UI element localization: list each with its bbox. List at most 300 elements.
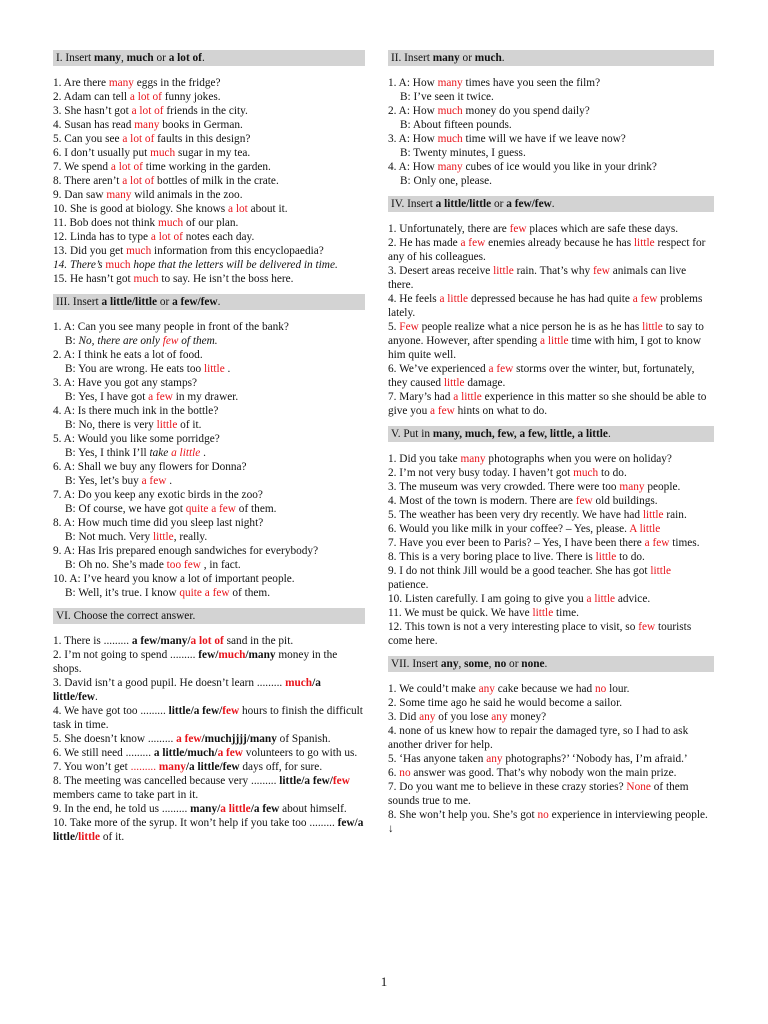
text-segment: 2. A: How xyxy=(388,105,438,117)
text-segment: , really. xyxy=(173,531,208,543)
text-segment: 5. Can you see xyxy=(53,133,123,145)
exercise-item xyxy=(388,264,714,292)
text-segment: 8. This is a very boring place to live. There is xyxy=(388,551,596,563)
exercise-item xyxy=(53,272,365,286)
exercise-item xyxy=(388,780,714,808)
exercise-item xyxy=(388,592,714,606)
answer-text: Few xyxy=(399,321,419,333)
text-segment: respect for any of his colleagues. xyxy=(388,237,706,263)
text-segment: B: Yes, I think I’ll xyxy=(65,447,150,459)
answer-text: a little xyxy=(171,447,201,459)
text-segment: VI. Choose the correct answer. xyxy=(56,610,196,622)
exercise-item xyxy=(388,174,714,188)
text-segment: sand in the pit. xyxy=(223,635,294,647)
exercise-item xyxy=(53,530,365,544)
answer-text: many xyxy=(158,761,186,773)
text-segment: 14. There’s xyxy=(53,259,106,271)
answer-text: many xyxy=(108,77,134,89)
exercise-item xyxy=(53,816,365,844)
text-segment: 3. The museum was very crowded. There were too xyxy=(388,481,620,493)
exercise-section xyxy=(53,50,365,294)
exercise-item xyxy=(53,760,365,774)
text-segment: 1. There is ......... xyxy=(53,635,132,647)
text-segment: many xyxy=(432,52,460,64)
text-segment: 6. A: Shall we buy any flowers for Donna? xyxy=(53,461,247,473)
answer-text: much xyxy=(158,217,184,229)
exercise-item xyxy=(388,362,714,390)
answer-text: a few xyxy=(644,537,670,549)
text-segment: of them sounds true to me. xyxy=(388,781,689,807)
text-segment: rain. xyxy=(663,509,687,521)
text-segment: 3. David isn’t a good pupil. He doesn’t learn ......... xyxy=(53,677,286,689)
text-segment: members came to take part in it. xyxy=(53,789,199,801)
answer-text: few xyxy=(222,705,240,717)
text-segment: enemies already because he has xyxy=(485,237,634,249)
text-segment: . xyxy=(95,691,98,703)
text-segment: few/ xyxy=(198,649,219,661)
text-segment: 7. Have you ever been to Paris? – Yes, I have been there xyxy=(388,537,645,549)
text-segment: of you lose xyxy=(435,711,492,723)
answer-text: few xyxy=(332,775,350,787)
exercise-item xyxy=(53,390,365,404)
text-segment: of them. xyxy=(178,335,218,347)
text-segment: 4. He feels xyxy=(388,293,440,305)
exercise-item xyxy=(53,732,365,746)
exercise-item xyxy=(388,536,714,550)
text-segment: photographs when you were on holiday? xyxy=(485,453,672,465)
exercise-item xyxy=(53,774,365,802)
exercise-section xyxy=(388,656,714,844)
text-segment: a few/few xyxy=(172,296,218,308)
text-segment: volunteers to go with us. xyxy=(242,747,358,759)
answer-text: a little xyxy=(453,391,482,403)
answer-text: much xyxy=(105,259,131,271)
exercise-item xyxy=(53,216,365,230)
text-segment: 1. A: How xyxy=(388,77,438,89)
exercise-item xyxy=(53,76,365,90)
text-segment: money do you spend daily? xyxy=(462,105,590,117)
answer-text: little xyxy=(532,607,554,619)
answer-text: many xyxy=(134,119,160,131)
exercise-item xyxy=(53,132,365,146)
exercise-item xyxy=(53,704,365,732)
exercise-item xyxy=(53,174,365,188)
text-segment: places which are safe these days. xyxy=(526,223,679,235)
text-segment: 6. We’ve experienced xyxy=(388,363,489,375)
exercise-item xyxy=(388,132,714,146)
text-segment: a few/few xyxy=(506,198,552,210)
text-segment: money in the shops. xyxy=(53,649,338,675)
answer-text: a few xyxy=(632,293,658,305)
exercise-item xyxy=(53,320,365,334)
text-segment: 1. Are there xyxy=(53,77,109,89)
text-segment: about himself. xyxy=(279,803,347,815)
answer-text: no xyxy=(594,683,607,695)
right-column xyxy=(388,50,714,844)
exercise-item xyxy=(53,348,365,362)
exercise-item xyxy=(53,362,365,376)
text-segment: 8. A: How much time did you sleep last night? xyxy=(53,517,264,529)
text-segment: a little/much/ xyxy=(153,747,218,759)
exercise-item xyxy=(53,572,365,586)
answer-text: little xyxy=(650,565,672,577)
text-segment: 9. I do not think Jill would be a good teacher. She has got xyxy=(388,565,651,577)
text-segment: little/a few/ xyxy=(168,705,223,717)
exercise-item xyxy=(388,160,714,174)
text-segment: a little/little xyxy=(435,198,492,210)
text-segment: tourists come here. xyxy=(388,621,692,647)
text-segment: 8. She won’t help you. She’s got xyxy=(388,809,538,821)
text-segment: B: Yes, I have got xyxy=(65,391,149,403)
exercise-item xyxy=(388,508,714,522)
text-segment: friends in the city. xyxy=(163,105,248,117)
exercise-item xyxy=(388,710,714,724)
exercise-item xyxy=(388,752,714,766)
text-segment: much xyxy=(474,52,502,64)
answer-text: no xyxy=(399,767,411,779)
text-segment: . xyxy=(166,475,173,487)
text-segment: 11. We must be quick. We have xyxy=(388,607,533,619)
text-segment: 4. A: How xyxy=(388,161,438,173)
exercise-item xyxy=(53,648,365,676)
text-segment: people realize what a nice person he is as he has xyxy=(418,321,643,333)
exercise-header xyxy=(388,196,714,212)
exercise-item xyxy=(388,620,714,648)
text-segment: 7. Do you want me to believe in these crazy stories? xyxy=(388,781,627,793)
text-segment: 5. A: Would you like some porridge? xyxy=(53,433,220,445)
answer-text: any xyxy=(491,711,508,723)
text-segment: much xyxy=(126,52,154,64)
exercise-item xyxy=(388,222,714,236)
exercise-item xyxy=(388,452,714,466)
exercise-item xyxy=(53,474,365,488)
text-segment: /a little/few xyxy=(185,761,240,773)
answer-text: a lot xyxy=(228,203,248,215)
exercise-item xyxy=(53,188,365,202)
text-segment: sugar in my tea. xyxy=(175,147,251,159)
exercise-item xyxy=(388,724,714,752)
text-segment: or xyxy=(153,52,169,64)
answer-text: a lot of xyxy=(110,161,146,173)
exercise-item xyxy=(53,418,365,432)
exercise-item xyxy=(388,390,714,418)
text-segment: any xyxy=(440,658,459,670)
text-segment: VII. Insert xyxy=(391,658,441,670)
exercise-item xyxy=(53,802,365,816)
text-segment: 6. xyxy=(388,767,400,779)
text-segment: times. xyxy=(669,537,700,549)
exercise-item xyxy=(53,244,365,258)
exercise-item xyxy=(53,118,365,132)
answer-text: many xyxy=(437,161,463,173)
text-segment: /a few xyxy=(250,803,280,815)
exercise-item xyxy=(388,320,714,362)
exercise-item xyxy=(53,258,365,272)
left-column xyxy=(53,50,365,852)
exercise-item xyxy=(53,90,365,104)
text-segment: 8. The meeting was cancelled because very ......... xyxy=(53,775,280,787)
text-segment: , xyxy=(120,52,127,64)
text-segment: books in German. xyxy=(159,119,243,131)
answer-text: much xyxy=(437,133,463,145)
text-segment: many xyxy=(93,52,121,64)
text-segment: 6. I don’t usually put xyxy=(53,147,151,159)
text-segment: 10. A: I’ve heard you know a lot of important people. xyxy=(53,573,295,585)
exercise-item xyxy=(53,746,365,760)
exercise-item xyxy=(388,76,714,90)
answer-text: a few xyxy=(148,391,173,403)
exercise-section xyxy=(388,426,714,656)
text-segment: 7. A: Do you keep any exotic birds in the zoo? xyxy=(53,489,263,501)
text-segment: B: Twenty minutes, I guess. xyxy=(400,147,526,159)
exercise-item xyxy=(53,460,365,474)
text-segment: 9. In the end, he told us ......... xyxy=(53,803,191,815)
exercise-item xyxy=(53,230,365,244)
exercise-item xyxy=(53,160,365,174)
text-segment: B: No, there is very xyxy=(65,419,157,431)
text-segment: . xyxy=(224,363,231,375)
text-segment: 3. Did xyxy=(388,711,420,723)
text-segment: time working in the garden. xyxy=(145,161,271,173)
text-segment: bottles of milk in the crate. xyxy=(154,175,279,187)
text-segment: damage. xyxy=(464,377,506,389)
text-segment: 4. none of us knew how to repair the damaged tyre, so I had to ask another driver for help. xyxy=(388,725,689,751)
answer-text: few xyxy=(592,265,610,277)
exercise-section xyxy=(53,294,365,608)
answer-text: a lot of xyxy=(150,231,183,243)
text-segment: to do. xyxy=(598,467,627,479)
text-segment: or xyxy=(506,658,522,670)
text-segment: of our plan. xyxy=(183,217,239,229)
answer-text: a few xyxy=(217,747,243,759)
text-segment: 1. A: Can you see many people in front of the bank? xyxy=(53,321,289,333)
text-segment: take xyxy=(149,447,172,459)
text-segment: 7. You won’t get xyxy=(53,761,131,773)
text-segment: 10. She is good at biology. She knows xyxy=(53,203,228,215)
text-segment: . xyxy=(200,447,206,459)
text-segment: B: I’ve seen it twice. xyxy=(400,91,494,103)
exercise-item xyxy=(53,432,365,446)
text-segment: . xyxy=(501,52,505,64)
text-segment: information from this encyclopaedia? xyxy=(151,245,324,257)
text-segment: to do. xyxy=(616,551,645,563)
text-segment: or xyxy=(157,296,173,308)
answer-text: few xyxy=(575,495,593,507)
text-segment: little/a few/ xyxy=(279,775,333,787)
text-segment: 5. She doesn’t know ......... xyxy=(53,733,177,745)
text-segment: B: Oh no. She’s made xyxy=(65,559,167,571)
text-segment: V. Put in xyxy=(391,428,433,440)
text-segment: 9. A: Has Iris prepared enough sandwiches for everybody? xyxy=(53,545,319,557)
answer-text: None xyxy=(626,781,651,793)
text-segment: photographs?’ ‘Nobody has, I’m afraid.’ xyxy=(502,753,688,765)
answer-text: a little xyxy=(220,803,251,815)
text-segment: II. Insert xyxy=(391,52,433,64)
exercise-item xyxy=(53,104,365,118)
exercise-item xyxy=(388,766,714,780)
exercise-item xyxy=(388,466,714,480)
answer-text: a few xyxy=(176,733,202,745)
text-segment: . xyxy=(201,52,205,64)
text-segment: storms over the winter, but, fortunately, they caused xyxy=(388,363,695,389)
text-segment: B: You are wrong. He eats too xyxy=(65,363,204,375)
answer-text: few xyxy=(509,223,527,235)
exercise-section xyxy=(388,50,714,196)
text-segment: . xyxy=(607,428,611,440)
answer-text: little xyxy=(493,265,514,277)
answer-text: much xyxy=(133,273,159,285)
answer-text: a lot of xyxy=(190,635,224,647)
exercise-item xyxy=(388,104,714,118)
answer-text: quite a few xyxy=(179,587,230,599)
exercise-item xyxy=(388,480,714,494)
text-segment: 6. We still need ......... xyxy=(53,747,154,759)
text-segment: 2. I’m not very busy today. I haven’t got xyxy=(388,467,574,479)
text-segment: money? xyxy=(507,711,547,723)
text-segment: /a little/few xyxy=(53,677,321,703)
text-segment: a lot of xyxy=(168,52,202,64)
answer-text: a few xyxy=(430,405,455,417)
text-segment: B: About fifteen pounds. xyxy=(400,119,512,131)
text-segment: times have you seen the film? xyxy=(462,77,601,89)
text-segment: advice. xyxy=(615,593,651,605)
text-segment: IV. Insert xyxy=(391,198,436,210)
exercise-item xyxy=(53,146,365,160)
answer-text: many xyxy=(460,453,486,465)
text-segment: 12. Linda has to type xyxy=(53,231,151,243)
text-segment: no xyxy=(494,658,507,670)
answer-text: a few xyxy=(460,237,486,249)
answer-text: a lot of xyxy=(129,91,162,103)
exercise-item xyxy=(53,202,365,216)
exercise-item xyxy=(388,90,714,104)
text-segment: cubes of ice would you like in your drink? xyxy=(462,161,657,173)
answer-text: little xyxy=(642,509,664,521)
text-segment: 3. Desert areas receive xyxy=(388,265,494,277)
answer-text: many xyxy=(619,481,645,493)
text-segment: hours to finish the difficult task in time. xyxy=(53,705,363,731)
exercise-item xyxy=(53,634,365,648)
exercise-item xyxy=(53,334,365,348)
exercise-item xyxy=(53,404,365,418)
text-segment: 10. Listen carefully. I am going to give you xyxy=(388,593,587,605)
text-segment: 8. There aren’t xyxy=(53,175,123,187)
text-segment: 4. A: Is there much ink in the bottle? xyxy=(53,405,219,417)
text-segment: problems lately. xyxy=(388,293,703,319)
exercise-item xyxy=(388,522,714,536)
text-segment: 2. Adam can tell xyxy=(53,91,130,103)
section-gap xyxy=(53,844,365,852)
text-segment: B: Not much. Very xyxy=(65,531,153,543)
exercise-item xyxy=(53,586,365,600)
exercise-item xyxy=(388,146,714,160)
answer-text: much xyxy=(126,245,152,257)
text-segment: of them. xyxy=(235,503,277,515)
text-segment: wild animals in the zoo. xyxy=(131,189,243,201)
text-segment: 6. Would you like milk in your coffee? – Yes, please. xyxy=(388,523,630,535)
text-segment: animals can live there. xyxy=(388,265,687,291)
exercise-item xyxy=(53,376,365,390)
text-segment: faults in this design? xyxy=(154,133,251,145)
text-segment: /many xyxy=(245,649,276,661)
text-segment: 7. Mary’s had xyxy=(388,391,454,403)
text-segment: eggs in the fridge? xyxy=(133,77,221,89)
text-segment: 1. We could’t make xyxy=(388,683,479,695)
text-segment: experience in interviewing people. ↓ xyxy=(388,809,708,835)
answer-text: few xyxy=(638,621,656,633)
exercise-header xyxy=(53,294,365,310)
text-segment: time. xyxy=(553,607,579,619)
text-segment: 2. He has made xyxy=(388,237,461,249)
text-segment: 15. He hasn’t got xyxy=(53,273,134,285)
text-segment: a little/little xyxy=(101,296,158,308)
text-segment: 4. Susan has read xyxy=(53,119,135,131)
exercise-item xyxy=(388,564,714,592)
section-gap xyxy=(388,188,714,196)
answer-text: too few xyxy=(166,559,201,571)
text-segment: people. xyxy=(644,481,681,493)
text-segment: funny jokes. xyxy=(161,91,221,103)
answer-text: few xyxy=(162,335,179,347)
exercise-header xyxy=(388,426,714,442)
text-segment: 4. We have got too ......... xyxy=(53,705,169,717)
text-segment: in my drawer. xyxy=(172,391,239,403)
exercise-item xyxy=(53,544,365,558)
text-segment: 3. She hasn’t got xyxy=(53,105,132,117)
text-segment: 10. Take more of the syrup. It won’t help if you take too ......... xyxy=(53,817,338,829)
exercise-header xyxy=(53,50,365,66)
answer-text: much xyxy=(437,105,463,117)
exercise-item xyxy=(53,676,365,704)
text-segment: B: Yes, let’s buy xyxy=(65,475,142,487)
text-segment: 7. We spend xyxy=(53,161,111,173)
text-segment: I. Insert xyxy=(56,52,94,64)
exercise-header xyxy=(388,50,714,66)
exercise-header xyxy=(388,656,714,672)
answer-text: any xyxy=(419,711,436,723)
text-segment: 5. xyxy=(388,321,400,333)
exercise-item xyxy=(53,516,365,530)
text-segment: 1. Unfortunately, there are xyxy=(388,223,510,235)
answer-text: a little xyxy=(439,293,468,305)
text-segment: 4. Most of the town is modern. There are xyxy=(388,495,576,507)
text-segment: time will we have if we leave now? xyxy=(462,133,626,145)
exercise-item xyxy=(53,446,365,460)
exercise-item xyxy=(388,696,714,710)
text-segment: B: Only one, please. xyxy=(400,175,492,187)
section-gap xyxy=(388,648,714,656)
text-segment: none xyxy=(521,658,545,670)
exercise-item xyxy=(388,292,714,320)
answer-text: no xyxy=(537,809,549,821)
answer-text: little xyxy=(633,237,655,249)
exercise-item xyxy=(388,118,714,132)
page-number: 1 xyxy=(380,974,388,989)
text-segment: 5. The weather has been very dry recently. We have had xyxy=(388,509,643,521)
text-segment: , in fact. xyxy=(200,559,241,571)
answer-text: many xyxy=(437,77,463,89)
text-segment: B: Of course, we have got xyxy=(65,503,186,515)
answer-text: ......... xyxy=(130,761,159,773)
text-segment: /muchjjjj/many xyxy=(201,733,277,745)
text-segment: some xyxy=(464,658,489,670)
text-segment: or xyxy=(459,52,475,64)
answer-text: little xyxy=(642,321,663,333)
text-segment: 1. Did you take xyxy=(388,453,461,465)
section-gap xyxy=(388,836,714,844)
text-segment: notes each day. xyxy=(182,231,255,243)
answer-text: little xyxy=(443,377,465,389)
